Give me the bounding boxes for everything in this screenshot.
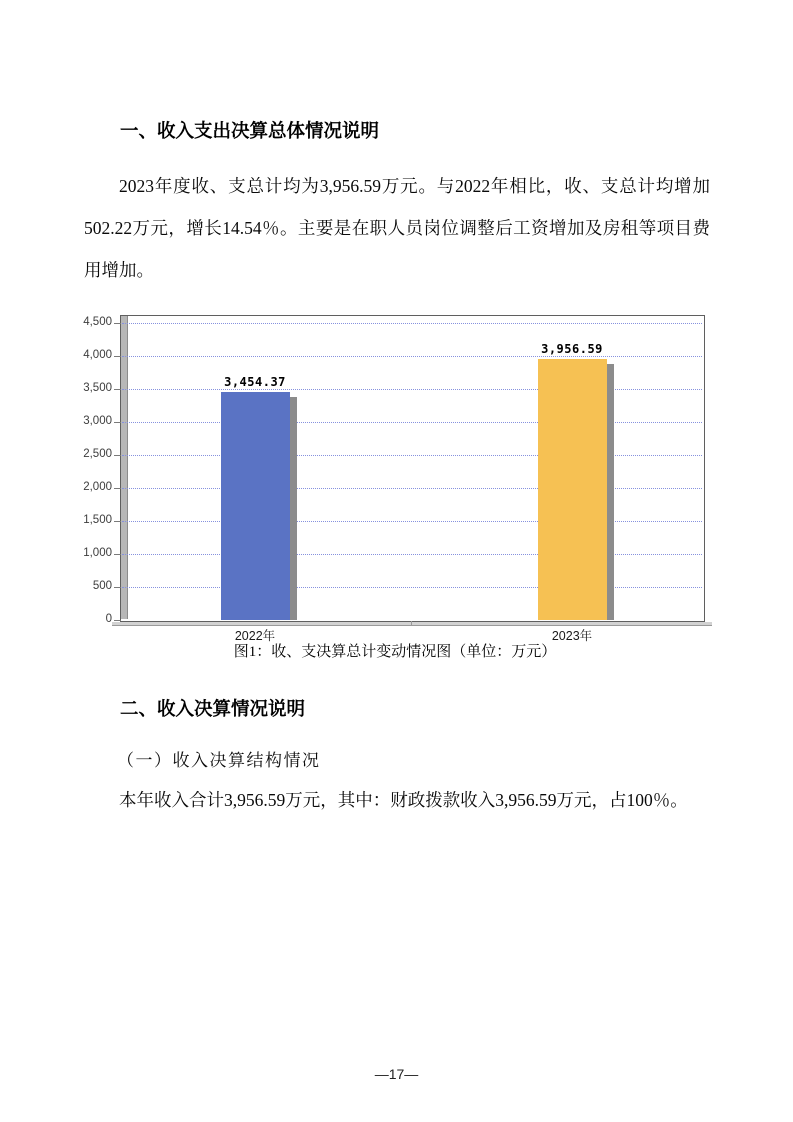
chart-gridline [122,554,702,555]
chart-category-divider-tick [411,621,412,625]
chart-y-tick [114,389,121,390]
chart-bar-2022 [221,392,290,620]
chart-gridline [122,356,702,357]
chart-y-tick-label: 1,000 [83,547,112,559]
section2-paragraph: 本年收入合计3,956.59万元，其中：财政拨款收入3,956.59万元，占100％。 [119,790,688,810]
section1-heading: 一、收入支出决算总体情况说明 [120,120,380,141]
chart-y-tick [114,422,121,423]
figure1-bar-chart [75,313,725,645]
chart-y-tick [114,521,121,522]
chart-y-tick [114,488,121,489]
chart-y-tick-label: 2,500 [83,448,112,460]
section2-heading: 二、收入决算情况说明 [120,698,306,719]
chart-gridline [122,323,702,324]
chart-plot-area [120,315,705,622]
chart-y-tick [114,587,121,588]
chart-y-tick [114,455,121,456]
chart-gridline [122,389,702,390]
chart-gridline [122,422,702,423]
chart-y-tick-label: 4,500 [83,316,112,328]
section2-subheading: （一）收入决算结构情况 [117,751,321,770]
chart-gridline [122,521,702,522]
chart-gridline [122,587,702,588]
chart-y-tick [114,356,121,357]
category-label: 2022年 [234,629,276,643]
chart-y-tick [114,554,121,555]
bar-value-label: 3,956.59 [541,341,603,356]
chart-y-tick [114,323,121,324]
category-label: 2023年 [551,629,593,643]
chart-gridline [122,488,702,489]
chart-y-tick-label: 3,500 [83,382,112,394]
bar-value-label: 3,454.37 [224,375,286,389]
page-number: —17— [374,1066,419,1082]
chart-left-wall [121,316,128,619]
chart-y-tick-label: 4,000 [83,349,112,361]
chart-bar-2023 [538,359,607,620]
chart-y-tick-label: 2,000 [83,481,112,493]
chart-y-tick-label: 500 [92,580,112,592]
section1-paragraph: 2023年度收、支总计均为3,956.59万元。与2022年相比，收、支总计均增加502.22万元，增长14.54％。主要是在职人员岗位调整后工资增加及房租等项目费用增加。 [84,176,710,280]
figure1-caption: 图1：收、支决算总计变动情况图（单位：万元） [233,644,557,660]
chart-y-tick-label: 3,000 [83,415,112,427]
chart-y-tick-label: 1,500 [83,514,112,526]
chart-y-tick [114,620,121,621]
chart-y-tick-label: 0 [105,613,112,625]
chart-gridline [122,455,702,456]
